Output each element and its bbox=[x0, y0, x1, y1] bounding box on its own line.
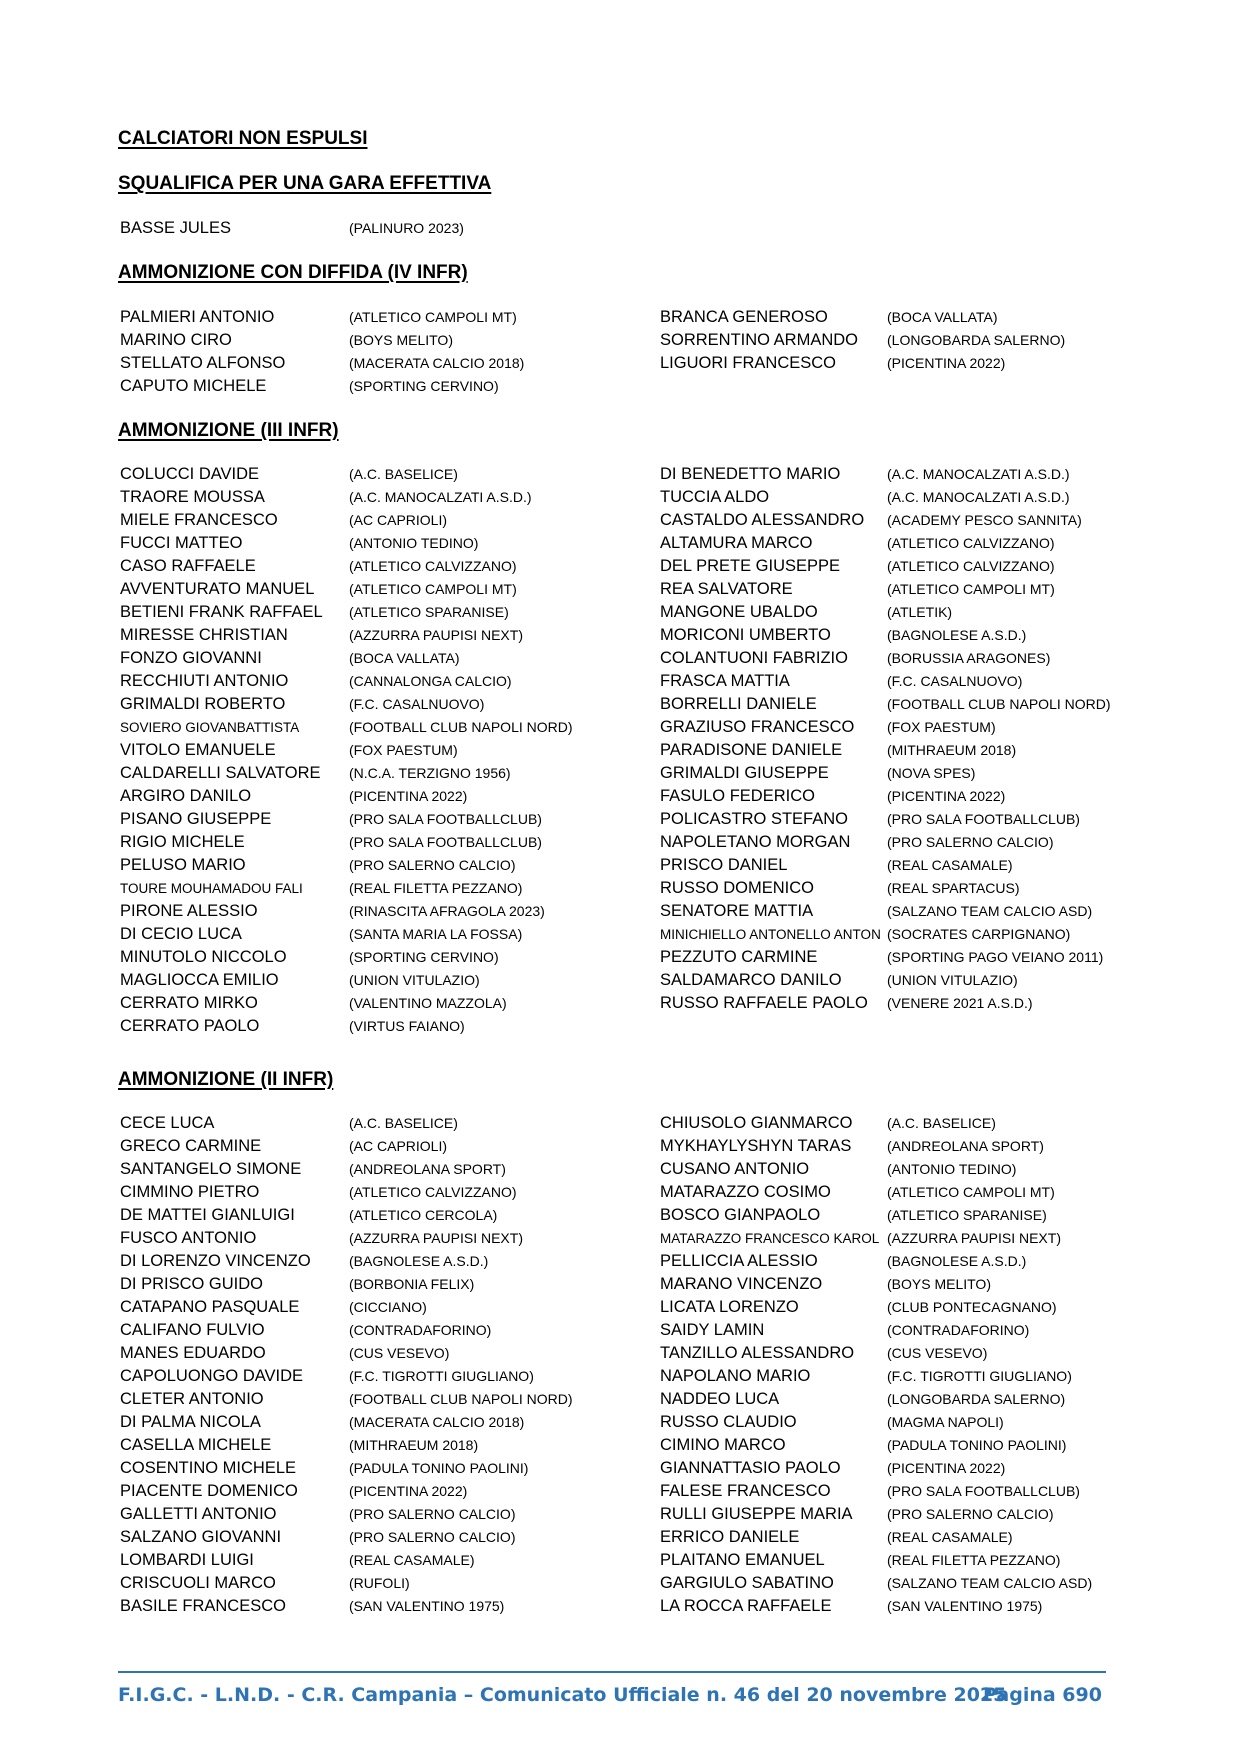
club-name: (A.C. BASELICE) bbox=[887, 1115, 996, 1131]
section-heading: AMMONIZIONE (II INFR) bbox=[118, 1069, 334, 1090]
club-name: (PRO SALA FOOTBALLCLUB) bbox=[887, 811, 1080, 827]
table-row bbox=[0, 693, 1241, 716]
table-row bbox=[0, 509, 1241, 532]
club-name: (NOVA SPES) bbox=[887, 765, 976, 781]
table-row bbox=[0, 329, 1241, 352]
player-name: SANTANGELO SIMONE bbox=[120, 1160, 302, 1178]
player-name: FUCCI MATTEO bbox=[120, 534, 243, 552]
player-name: STELLATO ALFONSO bbox=[120, 354, 286, 372]
player-name: CASO RAFFAELE bbox=[120, 557, 256, 575]
player-name: DI BENEDETTO MARIO bbox=[660, 465, 841, 483]
club-name: (BOYS MELITO) bbox=[349, 332, 453, 348]
table-row bbox=[0, 555, 1241, 578]
player-name: LOMBARDI LUIGI bbox=[120, 1551, 254, 1569]
club-name: (MITHRAEUM 2018) bbox=[349, 1437, 479, 1453]
club-name: (BORBONIA FELIX) bbox=[349, 1276, 475, 1292]
player-name: SORRENTINO ARMANDO bbox=[660, 331, 859, 349]
table-row bbox=[0, 670, 1241, 693]
club-name: (PRO SALERNO CALCIO) bbox=[349, 1506, 516, 1522]
club-name: (ATLETICO CAMPOLI MT) bbox=[349, 309, 517, 325]
table-row bbox=[0, 969, 1241, 992]
table-row bbox=[0, 739, 1241, 762]
club-name: (F.C. CASALNUOVO) bbox=[349, 696, 485, 712]
club-name: (PRO SALERNO CALCIO) bbox=[887, 1506, 1054, 1522]
player-name: PIRONE ALESSIO bbox=[120, 902, 258, 920]
table-row bbox=[0, 1388, 1241, 1411]
club-name: (F.C. TIGROTTI GIUGLIANO) bbox=[887, 1368, 1072, 1384]
player-name: MORICONI UMBERTO bbox=[660, 626, 831, 644]
club-name: (REAL CASAMALE) bbox=[887, 1529, 1013, 1545]
club-name: (ACADEMY PESCO SANNITA) bbox=[887, 512, 1082, 528]
club-name: (UNION VITULAZIO) bbox=[887, 972, 1018, 988]
table-row bbox=[0, 808, 1241, 831]
player-name: SALZANO GIOVANNI bbox=[120, 1528, 282, 1546]
club-name: (ATLETICO CALVIZZANO) bbox=[349, 1184, 517, 1200]
club-name: (PRO SALERNO CALCIO) bbox=[349, 857, 516, 873]
player-name: TUCCIA ALDO bbox=[660, 488, 770, 506]
player-name: DEL PRETE GIUSEPPE bbox=[660, 557, 841, 575]
player-name: ALTAMURA MARCO bbox=[660, 534, 813, 552]
player-name: CALIFANO FULVIO bbox=[120, 1321, 265, 1339]
player-name: CLETER ANTONIO bbox=[120, 1390, 264, 1408]
club-name: (FOOTBALL CLUB NAPOLI NORD) bbox=[349, 719, 573, 735]
table-row bbox=[0, 946, 1241, 969]
player-name: GRIMALDI GIUSEPPE bbox=[660, 764, 829, 782]
player-name: CECE LUCA bbox=[120, 1114, 215, 1132]
club-name: (ATLETICO CAMPOLI MT) bbox=[887, 1184, 1055, 1200]
player-name: FONZO GIOVANNI bbox=[120, 649, 262, 667]
club-name: (ANDREOLANA SPORT) bbox=[887, 1138, 1044, 1154]
table-row bbox=[0, 1227, 1241, 1250]
player-name: BASILE FRANCESCO bbox=[120, 1597, 286, 1615]
player-name: CERRATO PAOLO bbox=[120, 1017, 260, 1035]
club-name: (ATLETIK) bbox=[887, 604, 953, 620]
club-name: (BAGNOLESE A.S.D.) bbox=[887, 1253, 1027, 1269]
player-name: MARINO CIRO bbox=[120, 331, 232, 349]
table-row bbox=[0, 375, 1241, 398]
section-heading: CALCIATORI NON ESPULSI bbox=[118, 128, 368, 149]
club-name: (RINASCITA AFRAGOLA 2023) bbox=[349, 903, 545, 919]
player-name: PISANO GIUSEPPE bbox=[120, 810, 272, 828]
club-name: (PICENTINA 2022) bbox=[349, 1483, 468, 1499]
player-name: POLICASTRO STEFANO bbox=[660, 810, 848, 828]
player-name: PELLICCIA ALESSIO bbox=[660, 1252, 818, 1270]
player-name: GRAZIUSO FRANCESCO bbox=[660, 718, 855, 736]
table-row bbox=[0, 1158, 1241, 1181]
club-name: (CUS VESEVO) bbox=[887, 1345, 988, 1361]
player-name: MATARAZZO FRANCESCO KAROL bbox=[660, 1231, 880, 1246]
player-name: BRANCA GENEROSO bbox=[660, 308, 828, 326]
club-name: (CONTRADAFORINO) bbox=[887, 1322, 1030, 1338]
club-name: (REAL CASAMALE) bbox=[887, 857, 1013, 873]
club-name: (BOYS MELITO) bbox=[887, 1276, 991, 1292]
club-name: (ANTONIO TEDINO) bbox=[349, 535, 479, 551]
player-name: CIMINO MARCO bbox=[660, 1436, 786, 1454]
club-name: (MAGMA NAPOLI) bbox=[887, 1414, 1004, 1430]
player-name: GIANNATTASIO PAOLO bbox=[660, 1459, 841, 1477]
table-row bbox=[0, 1135, 1241, 1158]
club-name: (UNION VITULAZIO) bbox=[349, 972, 480, 988]
player-name: RUSSO DOMENICO bbox=[660, 879, 815, 897]
table-row bbox=[0, 463, 1241, 486]
club-name: (AZZURRA PAUPISI NEXT) bbox=[887, 1230, 1061, 1246]
player-name: PRISCO DANIEL bbox=[660, 856, 788, 874]
player-name: SOVIERO GIOVANBATTISTA bbox=[120, 720, 300, 735]
club-name: (ATLETICO SPARANISE) bbox=[887, 1207, 1047, 1223]
player-name: CHIUSOLO GIANMARCO bbox=[660, 1114, 853, 1132]
player-name: RUSSO RAFFAELE PAOLO bbox=[660, 994, 868, 1012]
player-name: PEZZUTO CARMINE bbox=[660, 948, 818, 966]
table-row bbox=[0, 900, 1241, 923]
player-name: COLUCCI DAVIDE bbox=[120, 465, 260, 483]
player-name: CASTALDO ALESSANDRO bbox=[660, 511, 865, 529]
club-name: (PADULA TONINO PAOLINI) bbox=[349, 1460, 529, 1476]
club-name: (REAL SPARTACUS) bbox=[887, 880, 1020, 896]
player-name: ERRICO DANIELE bbox=[660, 1528, 800, 1546]
club-name: (VENERE 2021 A.S.D.) bbox=[887, 995, 1033, 1011]
table-row bbox=[0, 831, 1241, 854]
club-name: (FOOTBALL CLUB NAPOLI NORD) bbox=[349, 1391, 573, 1407]
club-name: (SOCRATES CARPIGNANO) bbox=[887, 926, 1071, 942]
player-name: CASELLA MICHELE bbox=[120, 1436, 272, 1454]
club-name: (BAGNOLESE A.S.D.) bbox=[349, 1253, 489, 1269]
player-name: MYKHAYLYSHYN TARAS bbox=[660, 1137, 852, 1155]
club-name: (VIRTUS FAIANO) bbox=[349, 1018, 465, 1034]
player-name: AVVENTURATO MANUEL bbox=[120, 580, 315, 598]
player-name: CRISCUOLI MARCO bbox=[120, 1574, 276, 1592]
club-name: (A.C. MANOCALZATI A.S.D.) bbox=[349, 489, 532, 505]
club-name: (PRO SALA FOOTBALLCLUB) bbox=[349, 811, 542, 827]
table-row bbox=[0, 578, 1241, 601]
player-name: ARGIRO DANILO bbox=[120, 787, 252, 805]
club-name: (PRO SALERNO CALCIO) bbox=[887, 834, 1054, 850]
club-name: (PICENTINA 2022) bbox=[887, 788, 1006, 804]
club-name: (PRO SALA FOOTBALLCLUB) bbox=[349, 834, 542, 850]
player-name: CALDARELLI SALVATORE bbox=[120, 764, 321, 782]
player-name: RULLI GIUSEPPE MARIA bbox=[660, 1505, 853, 1523]
player-name: CERRATO MIRKO bbox=[120, 994, 258, 1012]
player-name: SAIDY LAMIN bbox=[660, 1321, 765, 1339]
club-name: (RUFOLI) bbox=[349, 1575, 410, 1591]
table-row bbox=[0, 1457, 1241, 1480]
club-name: (AC CAPRIOLI) bbox=[349, 1138, 448, 1154]
footer-title: F.I.G.C. - L.N.D. - C.R. Campania – Comunicato Ufficiale n. 46 del 20 novembre 2025 bbox=[118, 1684, 1007, 1706]
table-row bbox=[0, 1572, 1241, 1595]
player-name: TRAORE MOUSSA bbox=[120, 488, 265, 506]
club-name: (A.C. BASELICE) bbox=[349, 466, 458, 482]
table-row bbox=[0, 1411, 1241, 1434]
player-name: COLANTUONI FABRIZIO bbox=[660, 649, 848, 667]
club-name: (ATLETICO CAMPOLI MT) bbox=[887, 581, 1055, 597]
table-row bbox=[0, 1112, 1241, 1135]
player-name: MATARAZZO COSIMO bbox=[660, 1183, 831, 1201]
section-heading: AMMONIZIONE (III INFR) bbox=[118, 420, 339, 441]
club-name: (BOCA VALLATA) bbox=[349, 650, 460, 666]
table-row bbox=[0, 1434, 1241, 1457]
player-name: CUSANO ANTONIO bbox=[660, 1160, 810, 1178]
player-name: BASSE JULES bbox=[120, 219, 231, 237]
club-name: (SPORTING CERVINO) bbox=[349, 378, 499, 394]
player-name: COSENTINO MICHELE bbox=[120, 1459, 297, 1477]
club-name: (N.C.A. TERZIGNO 1956) bbox=[349, 765, 511, 781]
table-row bbox=[0, 1296, 1241, 1319]
club-name: (A.C. MANOCALZATI A.S.D.) bbox=[887, 466, 1070, 482]
table-row bbox=[0, 601, 1241, 624]
table-row bbox=[0, 624, 1241, 647]
table-row bbox=[0, 1365, 1241, 1388]
player-name: RIGIO MICHELE bbox=[120, 833, 245, 851]
player-name: BORRELLI DANIELE bbox=[660, 695, 817, 713]
table-row bbox=[0, 1503, 1241, 1526]
club-name: (PICENTINA 2022) bbox=[887, 355, 1006, 371]
player-name: RECCHIUTI ANTONIO bbox=[120, 672, 289, 690]
table-row bbox=[0, 306, 1241, 329]
table-row bbox=[0, 1204, 1241, 1227]
club-name: (CONTRADAFORINO) bbox=[349, 1322, 492, 1338]
player-name: RUSSO CLAUDIO bbox=[660, 1413, 797, 1431]
player-name: SENATORE MATTIA bbox=[660, 902, 814, 920]
section-heading: SQUALIFICA PER UNA GARA EFFETTIVA bbox=[118, 173, 492, 194]
club-name: (REAL CASAMALE) bbox=[349, 1552, 475, 1568]
player-name: DI LORENZO VINCENZO bbox=[120, 1252, 311, 1270]
table-row bbox=[0, 785, 1241, 808]
club-name: (F.C. TIGROTTI GIUGLIANO) bbox=[349, 1368, 534, 1384]
club-name: (PRO SALERNO CALCIO) bbox=[349, 1529, 516, 1545]
table-row bbox=[0, 854, 1241, 877]
club-name: (SAN VALENTINO 1975) bbox=[349, 1598, 505, 1614]
player-name: NADDEO LUCA bbox=[660, 1390, 780, 1408]
table-row bbox=[0, 1342, 1241, 1365]
footer-divider bbox=[118, 1671, 1106, 1673]
club-name: (REAL FILETTA PEZZANO) bbox=[349, 880, 523, 896]
player-name: FRASCA MATTIA bbox=[660, 672, 790, 690]
club-name: (ATLETICO CERCOLA) bbox=[349, 1207, 498, 1223]
club-name: (LONGOBARDA SALERNO) bbox=[887, 1391, 1066, 1407]
player-name: DE MATTEI GIANLUIGI bbox=[120, 1206, 295, 1224]
player-name: REA SALVATORE bbox=[660, 580, 793, 598]
club-name: (CANNALONGA CALCIO) bbox=[349, 673, 512, 689]
club-name: (SPORTING PAGO VEIANO 2011) bbox=[887, 949, 1104, 965]
club-name: (SAN VALENTINO 1975) bbox=[887, 1598, 1043, 1614]
player-name: GRIMALDI ROBERTO bbox=[120, 695, 286, 713]
player-name: PIACENTE DOMENICO bbox=[120, 1482, 298, 1500]
table-row bbox=[0, 716, 1241, 739]
club-name: (SANTA MARIA LA FOSSA) bbox=[349, 926, 523, 942]
player-name: PLAITANO EMANUEL bbox=[660, 1551, 825, 1569]
table-row bbox=[0, 486, 1241, 509]
club-name: (FOX PAESTUM) bbox=[349, 742, 458, 758]
player-name: MARANO VINCENZO bbox=[660, 1275, 823, 1293]
table-row bbox=[0, 877, 1241, 900]
club-name: (ATLETICO CALVIZZANO) bbox=[349, 558, 517, 574]
club-name: (ANDREOLANA SPORT) bbox=[349, 1161, 506, 1177]
table-row bbox=[0, 1526, 1241, 1549]
club-name: (PICENTINA 2022) bbox=[887, 1460, 1006, 1476]
table-row bbox=[0, 1273, 1241, 1296]
club-name: (CICCIANO) bbox=[349, 1299, 427, 1315]
player-name: GRECO CARMINE bbox=[120, 1137, 262, 1155]
player-name: FALESE FRANCESCO bbox=[660, 1482, 831, 1500]
player-name: FASULO FEDERICO bbox=[660, 787, 815, 805]
player-name: NAPOLETANO MORGAN bbox=[660, 833, 851, 851]
table-row bbox=[0, 532, 1241, 555]
player-name: DI PRISCO GUIDO bbox=[120, 1275, 264, 1293]
club-name: (FOX PAESTUM) bbox=[887, 719, 996, 735]
club-name: (SALZANO TEAM CALCIO ASD) bbox=[887, 903, 1093, 919]
club-name: (PICENTINA 2022) bbox=[349, 788, 468, 804]
player-name: PALMIERI ANTONIO bbox=[120, 308, 275, 326]
player-name: CATAPANO PASQUALE bbox=[120, 1298, 300, 1316]
club-name: (CLUB PONTECAGNANO) bbox=[887, 1299, 1057, 1315]
player-name: MINICHIELLO ANTONELLO ANTON bbox=[660, 927, 881, 942]
club-name: (SPORTING CERVINO) bbox=[349, 949, 499, 965]
player-name: CAPOLUONGO DAVIDE bbox=[120, 1367, 304, 1385]
player-name: SALDAMARCO DANILO bbox=[660, 971, 842, 989]
player-name: GARGIULO SABATINO bbox=[660, 1574, 834, 1592]
page-number: Pagina 690 bbox=[983, 1684, 1102, 1706]
player-name: VITOLO EMANUELE bbox=[120, 741, 276, 759]
table-row bbox=[0, 923, 1241, 946]
club-name: (ATLETICO SPARANISE) bbox=[349, 604, 509, 620]
table-row bbox=[0, 1181, 1241, 1204]
club-name: (CUS VESEVO) bbox=[349, 1345, 450, 1361]
club-name: (AZZURRA PAUPISI NEXT) bbox=[349, 627, 523, 643]
club-name: (AZZURRA PAUPISI NEXT) bbox=[349, 1230, 523, 1246]
table-row bbox=[0, 1549, 1241, 1572]
club-name: (PADULA TONINO PAOLINI) bbox=[887, 1437, 1067, 1453]
club-name: (PALINURO 2023) bbox=[349, 220, 464, 236]
player-name: NAPOLANO MARIO bbox=[660, 1367, 811, 1385]
table-row bbox=[0, 647, 1241, 670]
club-name: (MITHRAEUM 2018) bbox=[887, 742, 1017, 758]
table-row bbox=[0, 1250, 1241, 1273]
section-heading: AMMONIZIONE CON DIFFIDA (IV INFR) bbox=[118, 262, 468, 283]
player-name: BETIENI FRANK RAFFAEL bbox=[120, 603, 323, 621]
club-name: (PRO SALA FOOTBALLCLUB) bbox=[887, 1483, 1080, 1499]
club-name: (BAGNOLESE A.S.D.) bbox=[887, 627, 1027, 643]
table-row bbox=[0, 1480, 1241, 1503]
club-name: (SALZANO TEAM CALCIO ASD) bbox=[887, 1575, 1093, 1591]
club-name: (LONGOBARDA SALERNO) bbox=[887, 332, 1066, 348]
player-name: MINUTOLO NICCOLO bbox=[120, 948, 287, 966]
table-row bbox=[0, 762, 1241, 785]
player-name: DI CECIO LUCA bbox=[120, 925, 242, 943]
player-name: MANES EDUARDO bbox=[120, 1344, 266, 1362]
player-name: MIRESSE CHRISTIAN bbox=[120, 626, 288, 644]
club-name: (FOOTBALL CLUB NAPOLI NORD) bbox=[887, 696, 1111, 712]
player-name: BOSCO GIANPAOLO bbox=[660, 1206, 821, 1224]
table-row bbox=[0, 992, 1241, 1015]
player-name: CAPUTO MICHELE bbox=[120, 377, 267, 395]
player-name: MIELE FRANCESCO bbox=[120, 511, 278, 529]
club-name: (A.C. MANOCALZATI A.S.D.) bbox=[887, 489, 1070, 505]
player-name: PELUSO MARIO bbox=[120, 856, 246, 874]
club-name: (REAL FILETTA PEZZANO) bbox=[887, 1552, 1061, 1568]
player-name: LICATA LORENZO bbox=[660, 1298, 799, 1316]
player-name: DI PALMA NICOLA bbox=[120, 1413, 261, 1431]
club-name: (MACERATA CALCIO 2018) bbox=[349, 355, 525, 371]
club-name: (ANTONIO TEDINO) bbox=[887, 1161, 1017, 1177]
table-row bbox=[0, 352, 1241, 375]
player-name: TOURE MOUHAMADOU FALI bbox=[120, 881, 303, 896]
club-name: (ATLETICO CALVIZZANO) bbox=[887, 558, 1055, 574]
table-row bbox=[0, 1595, 1241, 1618]
table-row bbox=[0, 1319, 1241, 1342]
club-name: (MACERATA CALCIO 2018) bbox=[349, 1414, 525, 1430]
player-name: FUSCO ANTONIO bbox=[120, 1229, 257, 1247]
player-name: GALLETTI ANTONIO bbox=[120, 1505, 277, 1523]
table-row bbox=[0, 1015, 1241, 1038]
club-name: (AC CAPRIOLI) bbox=[349, 512, 448, 528]
player-name: PARADISONE DANIELE bbox=[660, 741, 843, 759]
player-name: CIMMINO PIETRO bbox=[120, 1183, 260, 1201]
club-name: (ATLETICO CAMPOLI MT) bbox=[349, 581, 517, 597]
club-name: (A.C. BASELICE) bbox=[349, 1115, 458, 1131]
player-name: MAGLIOCCA EMILIO bbox=[120, 971, 279, 989]
player-name: TANZILLO ALESSANDRO bbox=[660, 1344, 855, 1362]
player-name: LA ROCCA RAFFAELE bbox=[660, 1597, 832, 1615]
club-name: (ATLETICO CALVIZZANO) bbox=[887, 535, 1055, 551]
club-name: (BOCA VALLATA) bbox=[887, 309, 998, 325]
player-name: MANGONE UBALDO bbox=[660, 603, 818, 621]
club-name: (VALENTINO MAZZOLA) bbox=[349, 995, 507, 1011]
table-row bbox=[0, 217, 1241, 240]
club-name: (BORUSSIA ARAGONES) bbox=[887, 650, 1051, 666]
club-name: (F.C. CASALNUOVO) bbox=[887, 673, 1023, 689]
player-name: LIGUORI FRANCESCO bbox=[660, 354, 837, 372]
